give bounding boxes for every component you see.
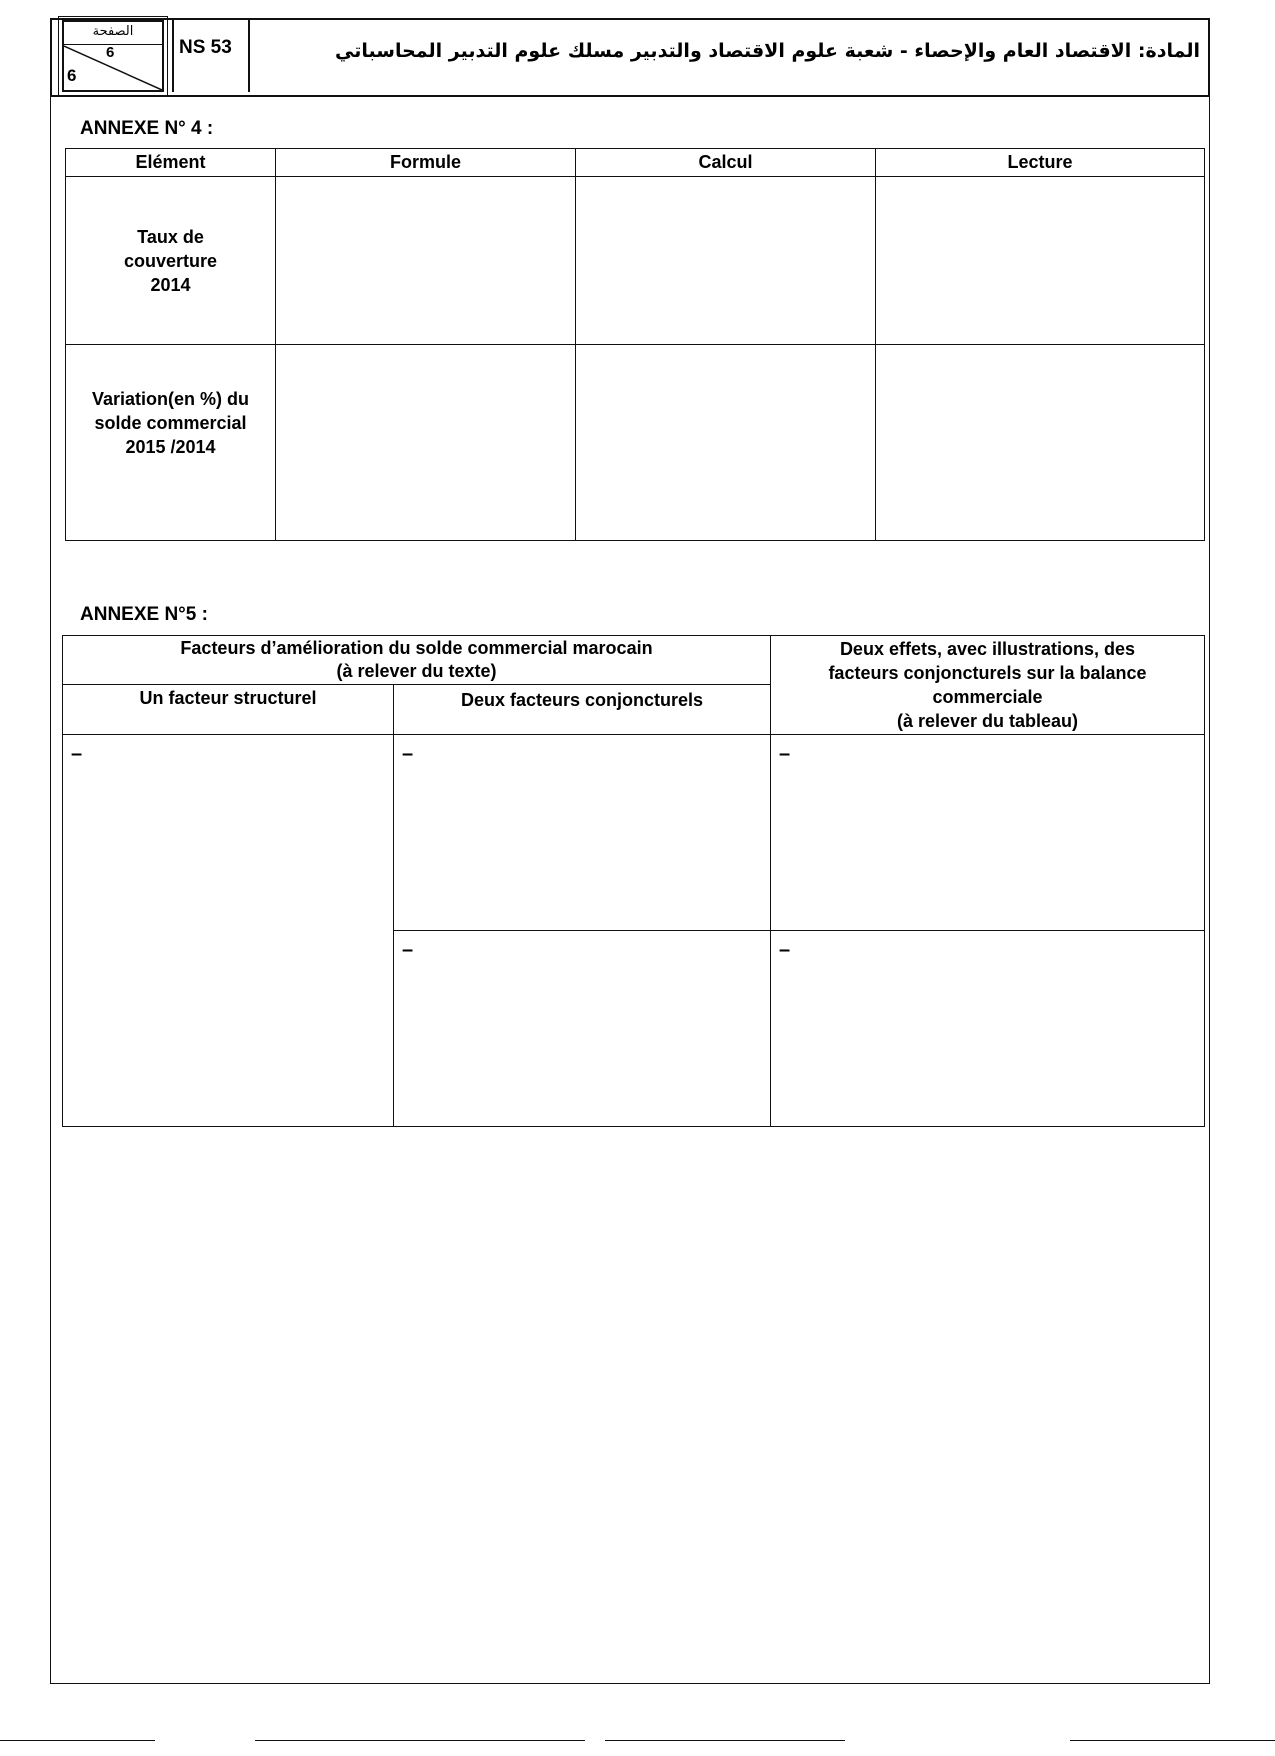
annexe5-table [62, 635, 1205, 1127]
dash-marker: – [71, 743, 83, 765]
dash-marker: – [402, 939, 414, 961]
factors-header-line: Facteurs d’amélioration du solde commercial marocain [180, 638, 653, 658]
dash-marker: – [402, 743, 414, 765]
annexe5-header-row [63, 636, 1205, 685]
factors-header [63, 636, 771, 685]
page-total: 6 [67, 66, 77, 85]
page-number-box [62, 20, 164, 92]
page-label: الصفحة [64, 22, 162, 45]
effects-header-line: facteurs conjoncturels sur la balance [828, 663, 1147, 683]
scan-line [255, 1740, 585, 1741]
row-label-line: solde commercial [94, 412, 247, 433]
answer-cell-effect-1[interactable] [771, 735, 1205, 931]
row-label-taux [66, 177, 276, 345]
table-row [66, 177, 1205, 345]
scan-line [0, 1740, 155, 1741]
effects-header [771, 636, 1205, 735]
col-formule: Formule [276, 149, 576, 177]
answer-cell-conjunctural-2[interactable] [394, 931, 771, 1127]
effects-header-line: (à relever du tableau) [896, 711, 1079, 731]
answer-cell-lecture-2[interactable] [876, 345, 1205, 541]
table-row [63, 735, 1205, 931]
factors-header-line: (à relever du texte) [336, 661, 497, 681]
col-calcul: Calcul [576, 149, 876, 177]
col-lecture: Lecture [876, 149, 1205, 177]
structural-factor-header: Un facteur structurel [63, 685, 394, 735]
annexe5-title: ANNEXE N°5 : [80, 604, 208, 625]
answer-cell-formule-1[interactable] [276, 177, 576, 345]
conjunctural-factors-header: Deux facteurs conjoncturels [394, 685, 771, 735]
effects-header-line: commerciale [932, 687, 1043, 707]
row-label-variation [66, 345, 276, 541]
answer-cell-effect-2[interactable] [771, 931, 1205, 1127]
answer-cell-structural[interactable] [63, 735, 394, 1127]
exam-code: NS 53 [172, 20, 250, 92]
dash-marker: – [779, 939, 791, 961]
page-current: 6 [106, 44, 115, 61]
scan-line [605, 1740, 845, 1741]
answer-cell-formule-2[interactable] [276, 345, 576, 541]
col-element: Elément [66, 149, 276, 177]
annexe4-header-row [66, 149, 1205, 177]
dash-marker: – [779, 743, 791, 765]
scan-line [1070, 1740, 1275, 1741]
answer-cell-calcul-2[interactable] [576, 345, 876, 541]
annexe4-table [65, 148, 1205, 541]
effects-header-line: Deux effets, avec illustrations, des [839, 639, 1136, 659]
row-label-text: Taux de couverture 2014 [123, 226, 218, 295]
answer-cell-conjunctural-1[interactable] [394, 735, 771, 931]
row-label-line: 2015 /2014 [125, 436, 216, 457]
answer-cell-lecture-1[interactable] [876, 177, 1205, 345]
subject-title: المادة: الاقتصاد العام والإحصاء - شعبة علوم الاقتصاد والتدبير مسلك علوم التدبير المحاسباتي [335, 40, 1200, 62]
row-label-line: Variation(en %) du [91, 388, 250, 409]
table-row [66, 345, 1205, 541]
annexe4-title: ANNEXE N° 4 : [80, 118, 214, 139]
answer-cell-calcul-1[interactable] [576, 177, 876, 345]
